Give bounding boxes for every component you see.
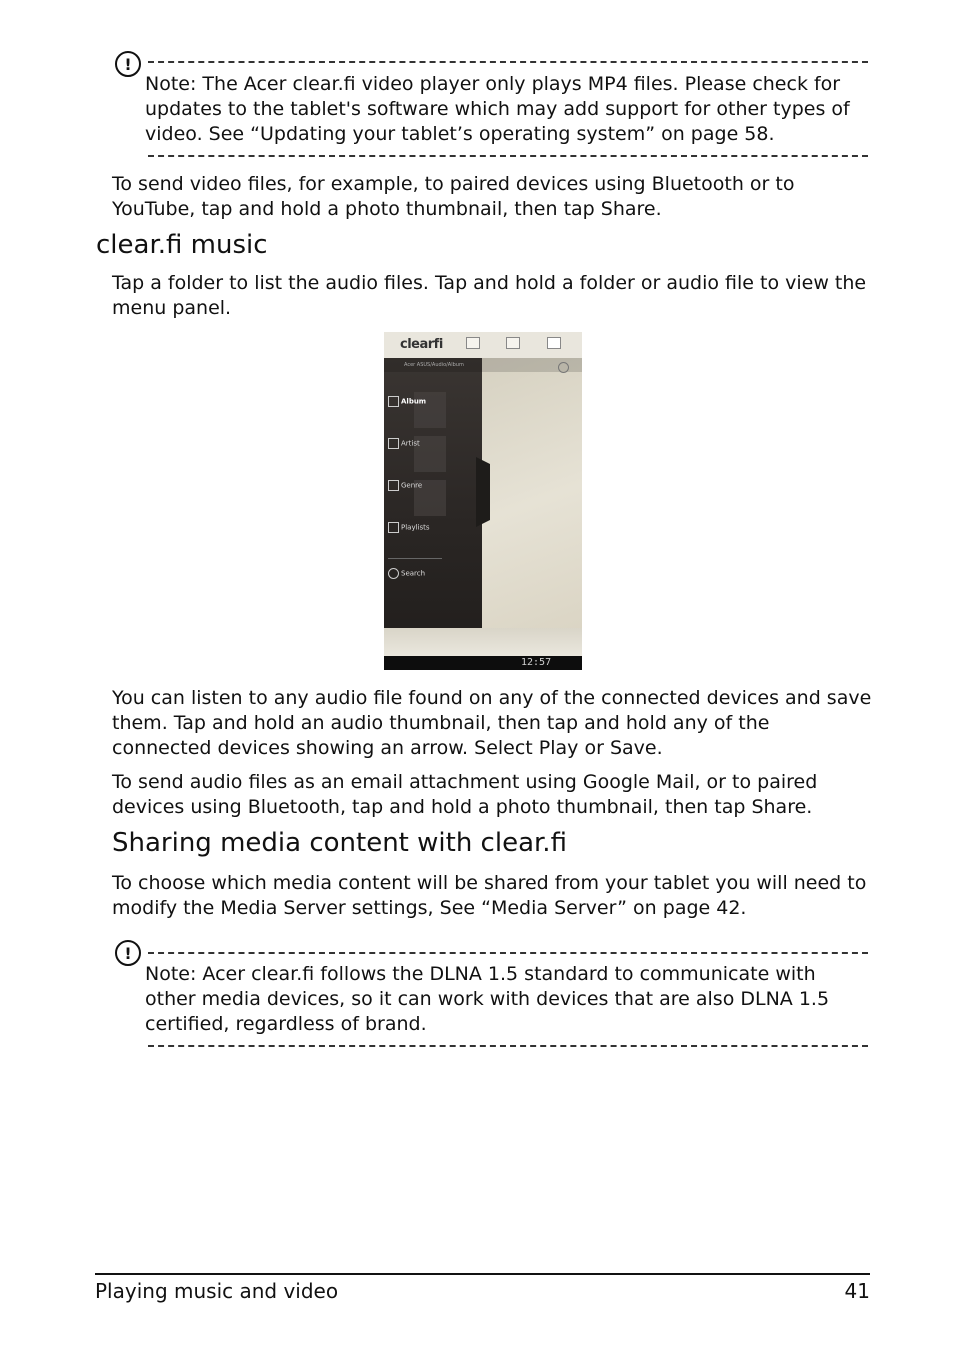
paragraph-video-sharing: To send video files, for example, to paired devices using Bluetooth or to YouTube, tap and hold a photo thumbnail, then tap Share. (112, 173, 795, 220)
clearfi-music-screenshot (384, 332, 582, 670)
note-text (145, 72, 865, 147)
menu-divider (388, 558, 442, 559)
share-term: Share (600, 198, 656, 220)
paragraph-share: To choose which media content will be shared from your tablet you will need to modify the Media Server settings, See “Media Server” on page 42. (112, 872, 867, 919)
search-icon (388, 568, 399, 579)
note-body: The Acer clear.fi video player only plays MP4 files. Please check for updates to the tablet's software which may add support for other types of video. (145, 73, 850, 145)
menu-item-album[interactable]: Album (388, 396, 426, 407)
cross-reference-link[interactable]: See “Media Server” on page 42. (439, 897, 747, 919)
content-area (482, 358, 582, 648)
panel-handle[interactable] (476, 457, 490, 527)
album-icon (388, 396, 399, 407)
genre-icon (388, 480, 399, 491)
cross-reference-link[interactable]: See “Updating your tablet’s operating system” on page 58. (208, 123, 775, 145)
menu-item-playlists[interactable]: Playlists (388, 522, 430, 533)
music-tab-icon[interactable] (547, 337, 561, 349)
refresh-icon[interactable] (558, 362, 569, 373)
menu-item-genre[interactable]: Genre (388, 480, 422, 491)
page-number: 41 (844, 1279, 870, 1303)
note-icon: ! (115, 51, 141, 77)
note-body: Acer clear.fi follows the DLNA 1.5 standard to communicate with other media devices, so it can work with devices that are also DLNA 1.5 certified, regardless of brand. (145, 963, 830, 1035)
system-bar (384, 656, 582, 670)
footer-rule (95, 1273, 870, 1275)
share-term: Share (751, 796, 807, 818)
photo-tab-icon[interactable] (466, 337, 480, 349)
section-heading: clear.fi music (96, 230, 268, 260)
note-icon: ! (115, 940, 141, 966)
clearfi-logo: clearfi (400, 337, 443, 352)
section-heading-sharing: Sharing media content with clear.fi (112, 828, 567, 858)
note-bottom-divider (148, 155, 868, 157)
paragraph-email: To send audio files as an email attachment using Google Mail, or to paired devices using Bluetooth, tap and hold a photo thumbnail, then tap Share. (112, 771, 818, 818)
footer-title: Playing music and video (95, 1279, 339, 1303)
paragraph-listen: You can listen to any audio file found on any of the connected devices and save them. Tap and hold an audio thumbnail, then tap and hold any of the connected devices showing an arrow. Select Play or Save. (112, 687, 872, 759)
menu-item-artist[interactable]: Artist (388, 438, 420, 449)
note-top-divider (148, 61, 868, 63)
play-term: Play (538, 737, 579, 759)
video-tab-icon[interactable] (506, 337, 520, 349)
note-label: Note: (145, 963, 197, 985)
note-top-divider (148, 952, 868, 954)
note-label: Note: (145, 73, 197, 95)
bottom-strip (384, 628, 582, 658)
note-bottom-divider (148, 1045, 868, 1047)
artist-icon (388, 438, 399, 449)
menu-item-search[interactable]: Search (388, 568, 425, 579)
paragraph-music: Tap a folder to list the audio files. Tap and hold a folder or audio file to view the menu panel. (112, 272, 867, 319)
save-term: Save (609, 737, 657, 759)
status-clock: 12:57 (521, 657, 552, 668)
playlists-icon (388, 522, 399, 533)
folder-path: Acer ASUS/Audio/Album (404, 362, 464, 368)
note-text (145, 962, 865, 1037)
